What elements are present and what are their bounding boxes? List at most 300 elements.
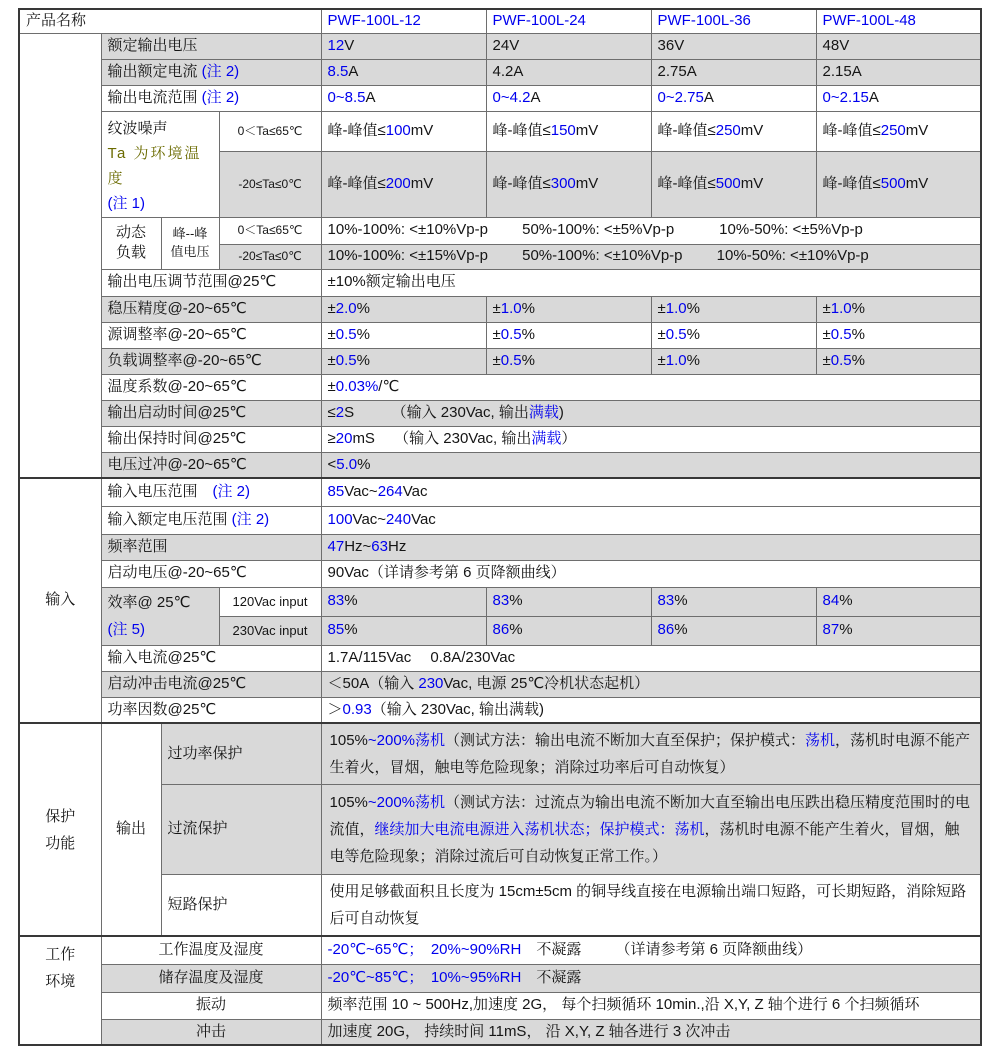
text-segment: 稳压精度@-20~65℃ [107, 299, 247, 317]
text-segment: ) [558, 403, 564, 421]
text-segment: 0＜Ta≤65℃ [237, 124, 303, 139]
voltage-regulation-36 [651, 296, 816, 322]
text-segment: 功能 [45, 834, 76, 852]
text-segment: % [674, 621, 688, 639]
text-segment: 0~2.15 [822, 88, 869, 106]
text-segment: 启动电压@-20~65℃ [107, 564, 247, 582]
label-output-holdup-time [101, 426, 321, 452]
line-regulation-36 [651, 322, 816, 348]
table-row [19, 426, 981, 452]
text-segment: ± [327, 325, 336, 343]
text-segment: ± [492, 325, 501, 343]
dynamic-load-low [321, 244, 981, 269]
text-segment: mV [410, 122, 434, 140]
text-segment: 负载 [115, 244, 146, 261]
efficiency-230vac-36 [651, 616, 816, 645]
text-segment: PWF-100L-48 [822, 12, 916, 30]
text-segment: 使用足够截面积且长度为 15cm±5cm 的铜导线直接在电源输出端口短路，可长期短路，消除短路后可自动恢复 [329, 883, 967, 927]
text-segment: 250 [880, 122, 906, 140]
text-segment: /℃ [378, 377, 400, 395]
text-segment: 0~2.75 [657, 88, 704, 106]
text-segment: 峰-峰值≤ [327, 175, 386, 193]
text-segment: 105% [329, 794, 368, 811]
text-segment: 240 [386, 510, 412, 528]
text-segment: % [851, 351, 865, 369]
rated-output-voltage-48 [816, 33, 981, 59]
text-segment: 保护 [45, 807, 76, 825]
output-current-range-12 [321, 85, 486, 111]
text-segment: 输出电压调节范围@25℃ [107, 273, 277, 291]
label-output-current-range [101, 85, 321, 111]
text-segment: Vac~ [344, 483, 378, 501]
text-segment: 峰--峰 [172, 226, 208, 242]
text-segment: 83 [492, 592, 510, 610]
text-segment: ≥ [327, 429, 336, 447]
ripple-high-12 [321, 111, 486, 152]
text-segment: 0.93 [342, 700, 372, 718]
text-segment: 满载 [528, 403, 559, 421]
text-segment: 12 [327, 36, 345, 54]
text-segment: 230Vac input [232, 622, 308, 638]
text-segment: 85 [327, 621, 345, 639]
label-over-current-protection [161, 785, 321, 875]
text-segment: % [674, 592, 688, 610]
label-peak-peak-voltage [161, 217, 219, 269]
text-segment: 0.5 [665, 325, 687, 343]
text-segment: 36V [657, 36, 685, 54]
text-segment: 峰-峰值≤ [822, 175, 881, 193]
output-current-range-36 [651, 85, 816, 111]
table-row [19, 875, 981, 937]
table-row [19, 9, 981, 33]
text-segment: 10%-100%: <±15%Vp-p 50%-100%: <±10%Vp-p 10%-50%: <±10%Vp-p [327, 247, 869, 265]
protection-group-cell [19, 723, 101, 936]
text-segment: 温度系数@-20~65℃ [107, 377, 247, 395]
text-segment: Vac~ [352, 510, 387, 528]
table-row [19, 59, 981, 85]
text-segment: 83 [657, 592, 675, 610]
text-segment: 87 [822, 621, 840, 639]
text-segment: V [344, 36, 355, 54]
model-header-36 [651, 9, 816, 33]
table-row [19, 936, 981, 964]
text-segment: ± [657, 325, 666, 343]
text-segment: A [365, 88, 376, 106]
efficiency-230vac-24 [486, 616, 651, 645]
text-segment: 150 [550, 122, 576, 140]
output-current-range-48 [816, 85, 981, 111]
text-segment: 10%-100%: <±10%Vp-p 50%-100%: <±5%Vp-p 10%-50%: <±5%Vp-p [327, 221, 863, 239]
rated-output-current-24 [486, 59, 651, 85]
output-startup-time-value [321, 400, 981, 426]
text-segment: 输出启动时间@25℃ [107, 403, 247, 421]
ripple-high-48 [816, 111, 981, 152]
text-segment: ± [492, 351, 501, 369]
voltage-regulation-12 [321, 296, 486, 322]
text-segment: A [703, 88, 714, 106]
table-row [19, 400, 981, 426]
text-segment: 不凝露 （详请参考第 6 页降额曲线） [521, 941, 813, 959]
text-segment: 4.2A [492, 62, 524, 80]
model-header-24 [486, 9, 651, 33]
text-segment: 荡机 [805, 732, 836, 749]
rated-output-current-36 [651, 59, 816, 85]
text-segment: 峰-峰值≤ [657, 122, 716, 140]
text-segment: 额定输出电压 [107, 36, 198, 54]
text-segment: 2.0 [335, 299, 357, 317]
label-power-factor [101, 697, 321, 723]
text-segment: PWF-100L-24 [492, 12, 586, 30]
text-segment: 频率范围 10 ~ 500Hz,加速度 2G， 每个扫频循环 10min.,沿 X,Y, Z 轴个进行 6 个扫频循环 [327, 996, 920, 1014]
text-segment: mS （输入 230Vac, 输出 [352, 429, 532, 447]
text-segment: 0＜Ta≤65℃ [237, 223, 303, 238]
label-rated-output-current [101, 59, 321, 85]
text-segment: 效率@ 25℃ [107, 594, 191, 611]
label-input-rated-voltage-range [101, 506, 321, 534]
text-segment: 1.0 [500, 299, 522, 317]
table-row [19, 111, 981, 152]
text-segment: 频率范围 [107, 537, 168, 555]
text-segment: < [327, 455, 337, 473]
rated-output-current-48 [816, 59, 981, 85]
text-segment: % [839, 592, 853, 610]
text-segment: ± [657, 351, 666, 369]
text-segment: mV [410, 175, 434, 193]
text-segment: 工作 [45, 946, 76, 963]
text-segment: mV [575, 122, 599, 140]
text-segment: ±10%额定输出电压 [327, 273, 456, 291]
text-segment: 5.0 [336, 455, 358, 473]
load-regulation-12 [321, 348, 486, 374]
text-segment: 冲击 [196, 1022, 227, 1040]
rated-output-current-12 [321, 59, 486, 85]
label-input-voltage-range [101, 478, 321, 506]
input-group-cell [19, 478, 101, 723]
text-segment: 振动 [196, 996, 227, 1014]
text-segment: ± [327, 299, 336, 317]
frequency-range-value [321, 534, 981, 560]
text-segment: % [344, 621, 358, 639]
text-segment: mV [905, 175, 929, 193]
text-segment: 启动冲击电流@25℃ [107, 674, 247, 692]
text-segment: 63 [371, 537, 388, 555]
ripple-condition-high [219, 111, 321, 152]
text-segment: 48V [822, 36, 850, 54]
efficiency-120vac-48 [816, 587, 981, 616]
label-line-regulation [101, 322, 321, 348]
ripple-low-24 [486, 152, 651, 217]
ripple-condition-low [219, 152, 321, 217]
text-segment: ± [327, 377, 336, 395]
table-row [19, 374, 981, 400]
text-segment: mV [740, 122, 764, 140]
label-ripple-noise [101, 111, 219, 217]
table-row [19, 645, 981, 671]
text-segment: 86 [492, 621, 510, 639]
text-segment: 继续加大电流电源进入荡机状态；保护模式：荡机 [374, 821, 705, 838]
efficiency-condition-230vac [219, 616, 321, 645]
label-voltage-overshoot [101, 452, 321, 478]
text-segment: 纹波噪声 [107, 119, 168, 137]
label-output-voltage-adjust-range [101, 269, 321, 296]
text-segment: 2.15A [822, 62, 862, 80]
text-segment: ± [822, 325, 831, 343]
label-frequency-range [101, 534, 321, 560]
text-segment: 峰-峰值≤ [492, 122, 551, 140]
label-efficiency [101, 587, 219, 645]
text-segment: 输入额定电压范围 [107, 510, 232, 528]
text-segment: 0~4.2 [492, 88, 531, 106]
rated-output-voltage-12 [321, 33, 486, 59]
text-segment: ± [657, 299, 666, 317]
label-short-circuit-protection [161, 875, 321, 937]
text-segment: Hz~ [344, 537, 372, 555]
text-segment: 84 [822, 592, 840, 610]
load-regulation-24 [486, 348, 651, 374]
text-segment: (注 5) [107, 621, 146, 638]
ripple-low-36 [651, 152, 816, 217]
table-row [19, 587, 981, 616]
text-segment: 250 [715, 122, 741, 140]
ripple-high-24 [486, 111, 651, 152]
text-segment: 输入电压范围 [107, 483, 213, 501]
text-segment: 120Vac input [232, 593, 308, 609]
startup-voltage-value [321, 560, 981, 587]
text-segment: A [348, 62, 359, 80]
ripple-low-48 [816, 152, 981, 217]
text-segment: ） [561, 429, 577, 447]
text-segment: 0.5 [830, 325, 852, 343]
output-section-group-cell [19, 33, 101, 478]
text-segment: % [521, 325, 535, 343]
text-segment: % [509, 592, 523, 610]
label-load-regulation [101, 348, 321, 374]
table-row [19, 348, 981, 374]
label-temp-coefficient [101, 374, 321, 400]
text-segment: 100 [385, 122, 411, 140]
rated-output-voltage-24 [486, 33, 651, 59]
text-segment: 峰-峰值≤ [657, 175, 716, 193]
label-input-current [101, 645, 321, 671]
text-segment: % [521, 351, 535, 369]
text-segment: 1.0 [665, 351, 687, 369]
text-segment: ＜50A（输入 [327, 674, 419, 692]
text-segment: PWF-100L-36 [657, 12, 751, 30]
label-over-power-protection [161, 723, 321, 785]
text-segment: 短路保护 [167, 895, 228, 913]
text-segment: 值电压 [170, 244, 210, 259]
rated-output-voltage-36 [651, 33, 816, 59]
table-row [19, 506, 981, 534]
output-voltage-adjust-range-value [321, 269, 981, 296]
text-segment: 负载调整率@-20~65℃ [107, 351, 262, 369]
over-current-protection-text [321, 785, 981, 875]
text-segment: 100 [327, 510, 353, 528]
ripple-high-36 [651, 111, 816, 152]
text-segment: 峰-峰值≤ [327, 122, 386, 140]
text-segment: 输出电流范围 [107, 88, 202, 106]
efficiency-230vac-48 [816, 616, 981, 645]
table-row [19, 992, 981, 1019]
text-segment: Hz [387, 537, 407, 555]
text-segment: 1.7A/115Vac 0.8A/230Vac [327, 648, 516, 666]
environment-group-cell [19, 936, 101, 1045]
efficiency-120vac-12 [321, 587, 486, 616]
text-segment: 0.5 [335, 351, 357, 369]
efficiency-condition-120vac [219, 587, 321, 616]
text-segment: 电压过冲@-20~65℃ [107, 455, 247, 473]
text-segment: 0~8.5 [327, 88, 366, 106]
operating-temp-humidity-value [321, 936, 981, 964]
shock-value [321, 1019, 981, 1045]
text-segment: 1.0 [830, 299, 852, 317]
text-segment: -20≤Ta≤0℃ [238, 249, 302, 264]
table-row [19, 85, 981, 111]
label-inrush-current [101, 671, 321, 697]
voltage-regulation-24 [486, 296, 651, 322]
text-segment: 500 [715, 175, 741, 193]
text-segment: (注 2) [201, 88, 240, 106]
text-segment: 20 [335, 429, 353, 447]
label-vibration [101, 992, 321, 1019]
text-segment: （测试方法：过流点为输出电流不断加大直至输出电压跌出稳压精度范围时的电流值， [329, 794, 971, 838]
input-voltage-range-value [321, 478, 981, 506]
inrush-current-value [321, 671, 981, 697]
text-segment: 85 [327, 483, 345, 501]
text-segment: （输入 230Vac, 输出满载) [371, 700, 544, 718]
efficiency-120vac-24 [486, 587, 651, 616]
power-factor-value [321, 697, 981, 723]
text-segment: S （输入 230Vac, 输出 [344, 403, 529, 421]
text-segment: mV [740, 175, 764, 193]
label-storage-temp-humidity [101, 964, 321, 992]
text-segment: 产品名称 [26, 12, 87, 30]
text-segment: 峰-峰值≤ [492, 175, 551, 193]
text-segment: ± [822, 351, 831, 369]
load-regulation-48 [816, 348, 981, 374]
text-segment: 90Vac（详请参考第 6 页降额曲线） [327, 564, 566, 582]
output-holdup-time-value [321, 426, 981, 452]
text-segment: 230 [418, 674, 444, 692]
over-power-protection-text [321, 723, 981, 785]
text-segment: 24V [492, 36, 520, 54]
text-segment: Vac, 电源 25℃冷机状态起机） [443, 674, 650, 692]
table-row [19, 697, 981, 723]
text-segment: 83 [327, 592, 345, 610]
input-current-value [321, 645, 981, 671]
text-segment: mV [905, 122, 929, 140]
text-segment: % [839, 621, 853, 639]
table-row [19, 785, 981, 875]
short-circuit-protection-text [321, 875, 981, 937]
table-row [19, 1019, 981, 1045]
text-segment: -20℃~85℃； 10%~95%RH [327, 968, 522, 986]
text-segment: -20≤Ta≤0℃ [238, 177, 302, 192]
label-shock [101, 1019, 321, 1045]
text-segment: ~200%荡机 [367, 732, 446, 749]
text-segment: 输入 [45, 591, 76, 609]
text-segment: 输出保持时间@25℃ [107, 429, 247, 447]
text-segment: 2.75A [657, 62, 697, 80]
text-segment: 2 [335, 403, 345, 421]
model-header-48 [816, 9, 981, 33]
text-segment: （测试方法：输出电流不断加大直至保护；保护模式： [445, 732, 806, 749]
storage-temp-humidity-value [321, 964, 981, 992]
ripple-low-12 [321, 152, 486, 217]
text-segment: 输出额定电流 [107, 62, 202, 80]
load-regulation-36 [651, 348, 816, 374]
voltage-regulation-48 [816, 296, 981, 322]
product-name-header [19, 9, 321, 33]
text-segment: 满载 [531, 429, 562, 447]
table-row [19, 964, 981, 992]
table-row [19, 560, 981, 587]
table-row [19, 478, 981, 506]
text-segment: (注 2) [201, 62, 240, 80]
text-segment: % [686, 299, 700, 317]
text-segment: % [357, 455, 371, 473]
text-segment: 0.03% [335, 377, 379, 395]
spec-table [18, 8, 982, 1046]
dynamic-condition-high [219, 217, 321, 244]
voltage-overshoot-value [321, 452, 981, 478]
output-subgroup-cell [101, 723, 161, 936]
table-row [19, 217, 981, 244]
text-segment: 300 [550, 175, 576, 193]
line-regulation-48 [816, 322, 981, 348]
text-segment: 264 [377, 483, 403, 501]
label-operating-temp-humidity [101, 936, 321, 964]
text-segment: ，荡机时电源不能产生着火，冒烟，触电等危险现象；消除过功率后可自动恢复） [329, 732, 971, 776]
text-segment: (注 2) [212, 483, 251, 501]
text-segment: ＞ [327, 700, 343, 718]
text-segment: % [521, 299, 535, 317]
text-segment: 过功率保护 [167, 744, 243, 762]
efficiency-120vac-36 [651, 587, 816, 616]
text-segment: 功率因数@25℃ [107, 700, 217, 718]
text-segment: PWF-100L-12 [327, 12, 421, 30]
text-segment: % [851, 299, 865, 317]
text-segment: % [356, 351, 370, 369]
model-header-12 [321, 9, 486, 33]
label-dynamic-load [101, 217, 161, 269]
text-segment: ± [822, 299, 831, 317]
text-segment: 储存温度及湿度 [158, 968, 264, 986]
text-segment: % [356, 325, 370, 343]
text-segment: A [868, 88, 879, 106]
line-regulation-24 [486, 322, 651, 348]
text-segment: 105% [329, 732, 368, 749]
text-segment: ，荡机时电源不能产生着火，冒烟，触电等危险现象；消除过流后可自动恢复正常工作。） [329, 821, 960, 865]
text-segment: 86 [657, 621, 675, 639]
text-segment: % [686, 351, 700, 369]
text-segment: 0.5 [500, 325, 522, 343]
efficiency-230vac-12 [321, 616, 486, 645]
text-segment: 47 [327, 537, 345, 555]
table-row [19, 723, 981, 785]
text-segment: 输出 [115, 820, 146, 838]
table-row [19, 534, 981, 560]
text-segment: 工作温度及湿度 [158, 941, 264, 959]
text-segment: 0.5 [500, 351, 522, 369]
text-segment: A [530, 88, 541, 106]
text-segment: 1.0 [665, 299, 687, 317]
text-segment: % [509, 621, 523, 639]
table-row [19, 269, 981, 296]
text-segment: 0.5 [830, 351, 852, 369]
text-segment: (注 1) [107, 194, 146, 212]
text-segment: 500 [880, 175, 906, 193]
